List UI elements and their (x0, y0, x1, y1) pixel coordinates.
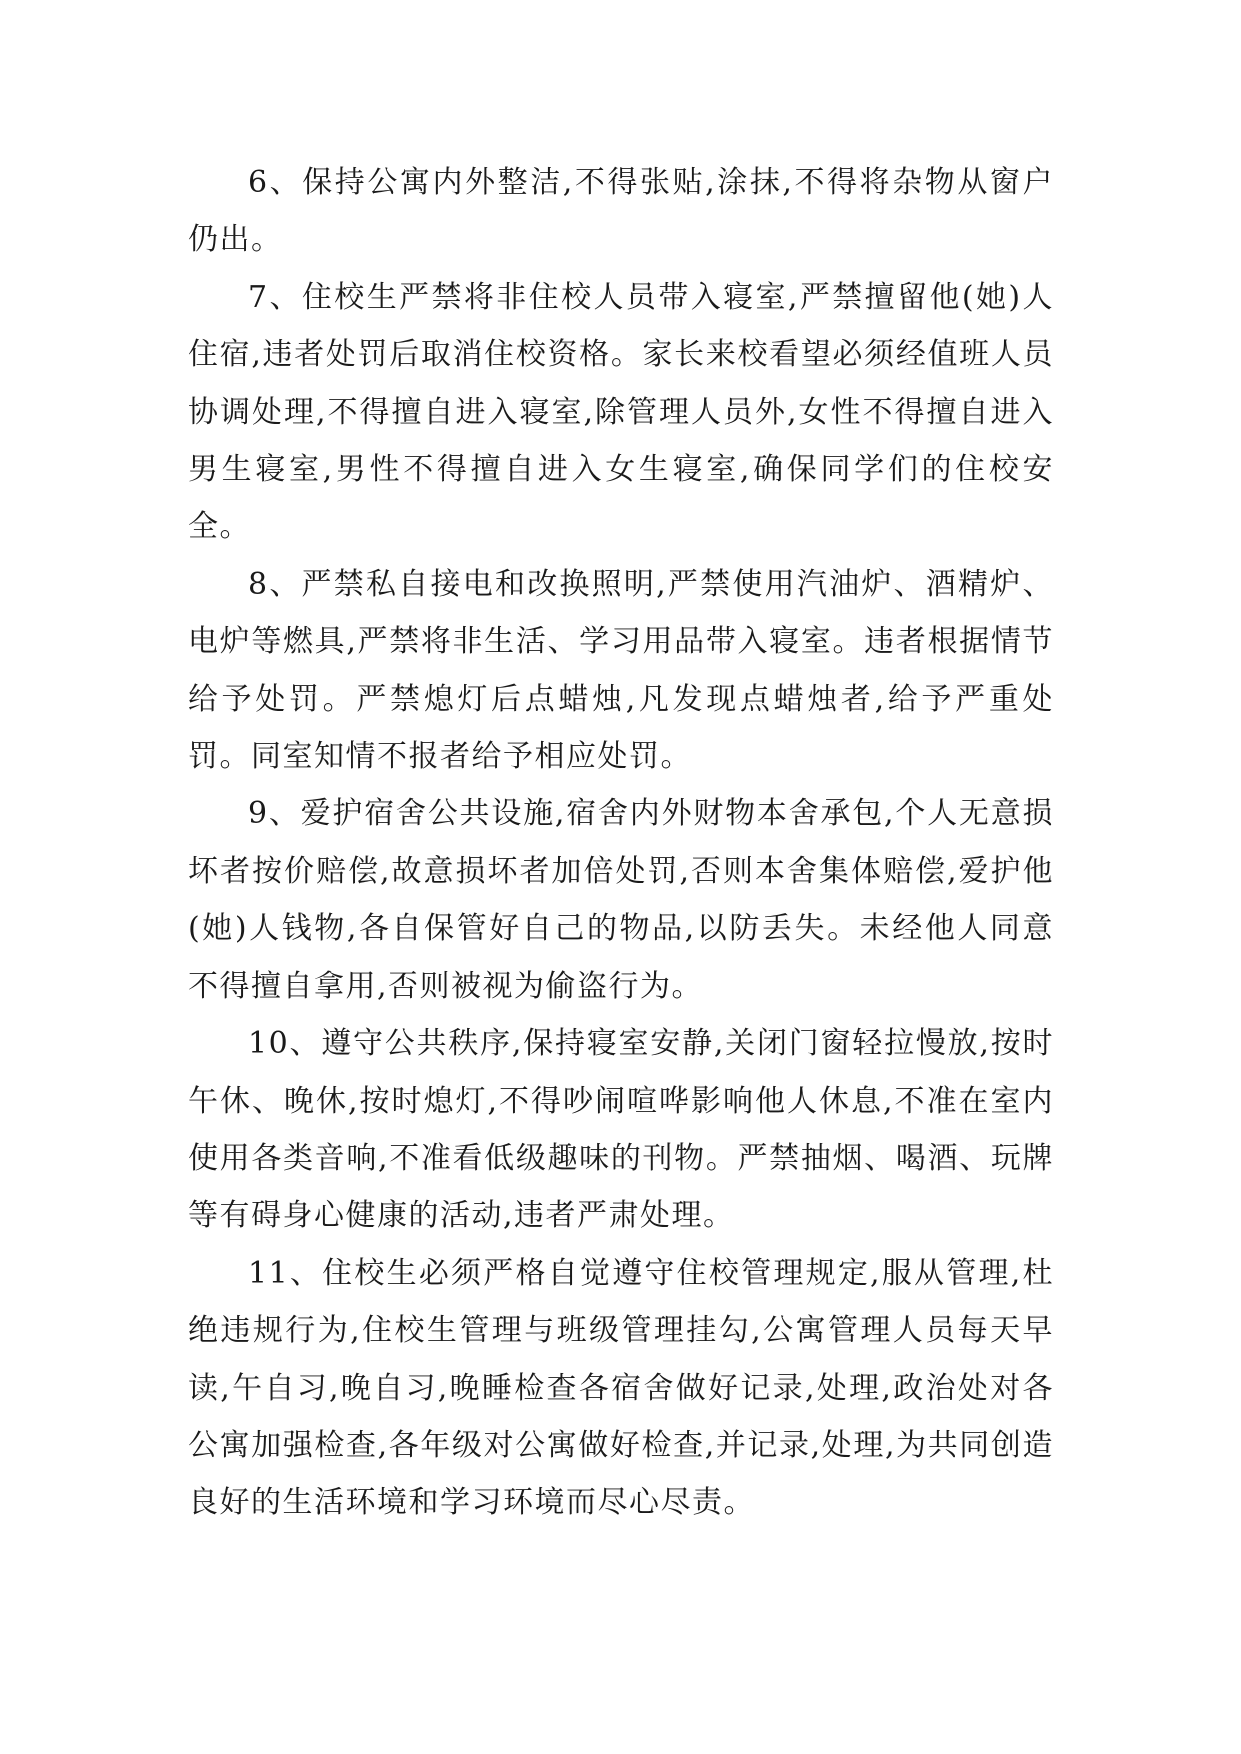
paragraph-rule-8: 8、严禁私自接电和改换照明,严禁使用汽油炉、酒精炉、电炉等燃具,严禁将非生活、学习用品带入寝室。违者根据情节给予处罚。严禁熄灯后点蜡烛,凡发现点蜡烛者,给予严重处罚。同室知情不报者给予相应处罚。 (188, 566, 1054, 775)
document-body (188, 154, 1054, 1532)
paragraph-rule-11: 11、住校生必须严格自觉遵守住校管理规定,服从管理,杜绝违规行为,住校生管理与班级管理挂勾,公寓管理人员每天早读,午自习,晚自习,晚睡检查各宿舍做好记录,处理,政治处对各公寓加强检查,各年级对公寓做好检查,并记录,处理,为共同创造良好的生活环境和学习环境而尽心尽责。 (188, 1255, 1054, 1521)
paragraph-rule-9: 9、爱护宿舍公共设施,宿舍内外财物本舍承包,个人无意损坏者按价赔偿,故意损坏者加倍处罚,否则本舍集体赔偿,爱护他(她)人钱物,各自保管好自己的物品,以防丢失。未经他人同意不得擅自拿用,否则被视为偷盗行为。 (188, 796, 1054, 1004)
paragraph-rule-10: 10、遵守公共秩序,保持寝室安静,关闭门窗轻拉慢放,按时午休、晚休,按时熄灯,不得吵闹喧哗影响他人休息,不准在室内使用各类音响,不准看低级趣味的刊物。严禁抽烟、喝酒、玩牌等有碍身心健康的活动,违者严肃处理。 (188, 1026, 1054, 1234)
paragraph-rule-7: 7、住校生严禁将非住校人员带入寝室,严禁擅留他(她)人住宿,违者处罚后取消住校资格。家长来校看望必须经值班人员协调处理,不得擅自进入寝室,除管理人员外,女性不得擅自进入男生寝室,男性不得擅自进入女生寝室,确保同学们的住校安全。 (188, 279, 1054, 545)
paragraph-rule-6: 6、保持公寓内外整洁,不得张贴,涂抹,不得将杂物从窗户仍出。 (188, 165, 1054, 258)
